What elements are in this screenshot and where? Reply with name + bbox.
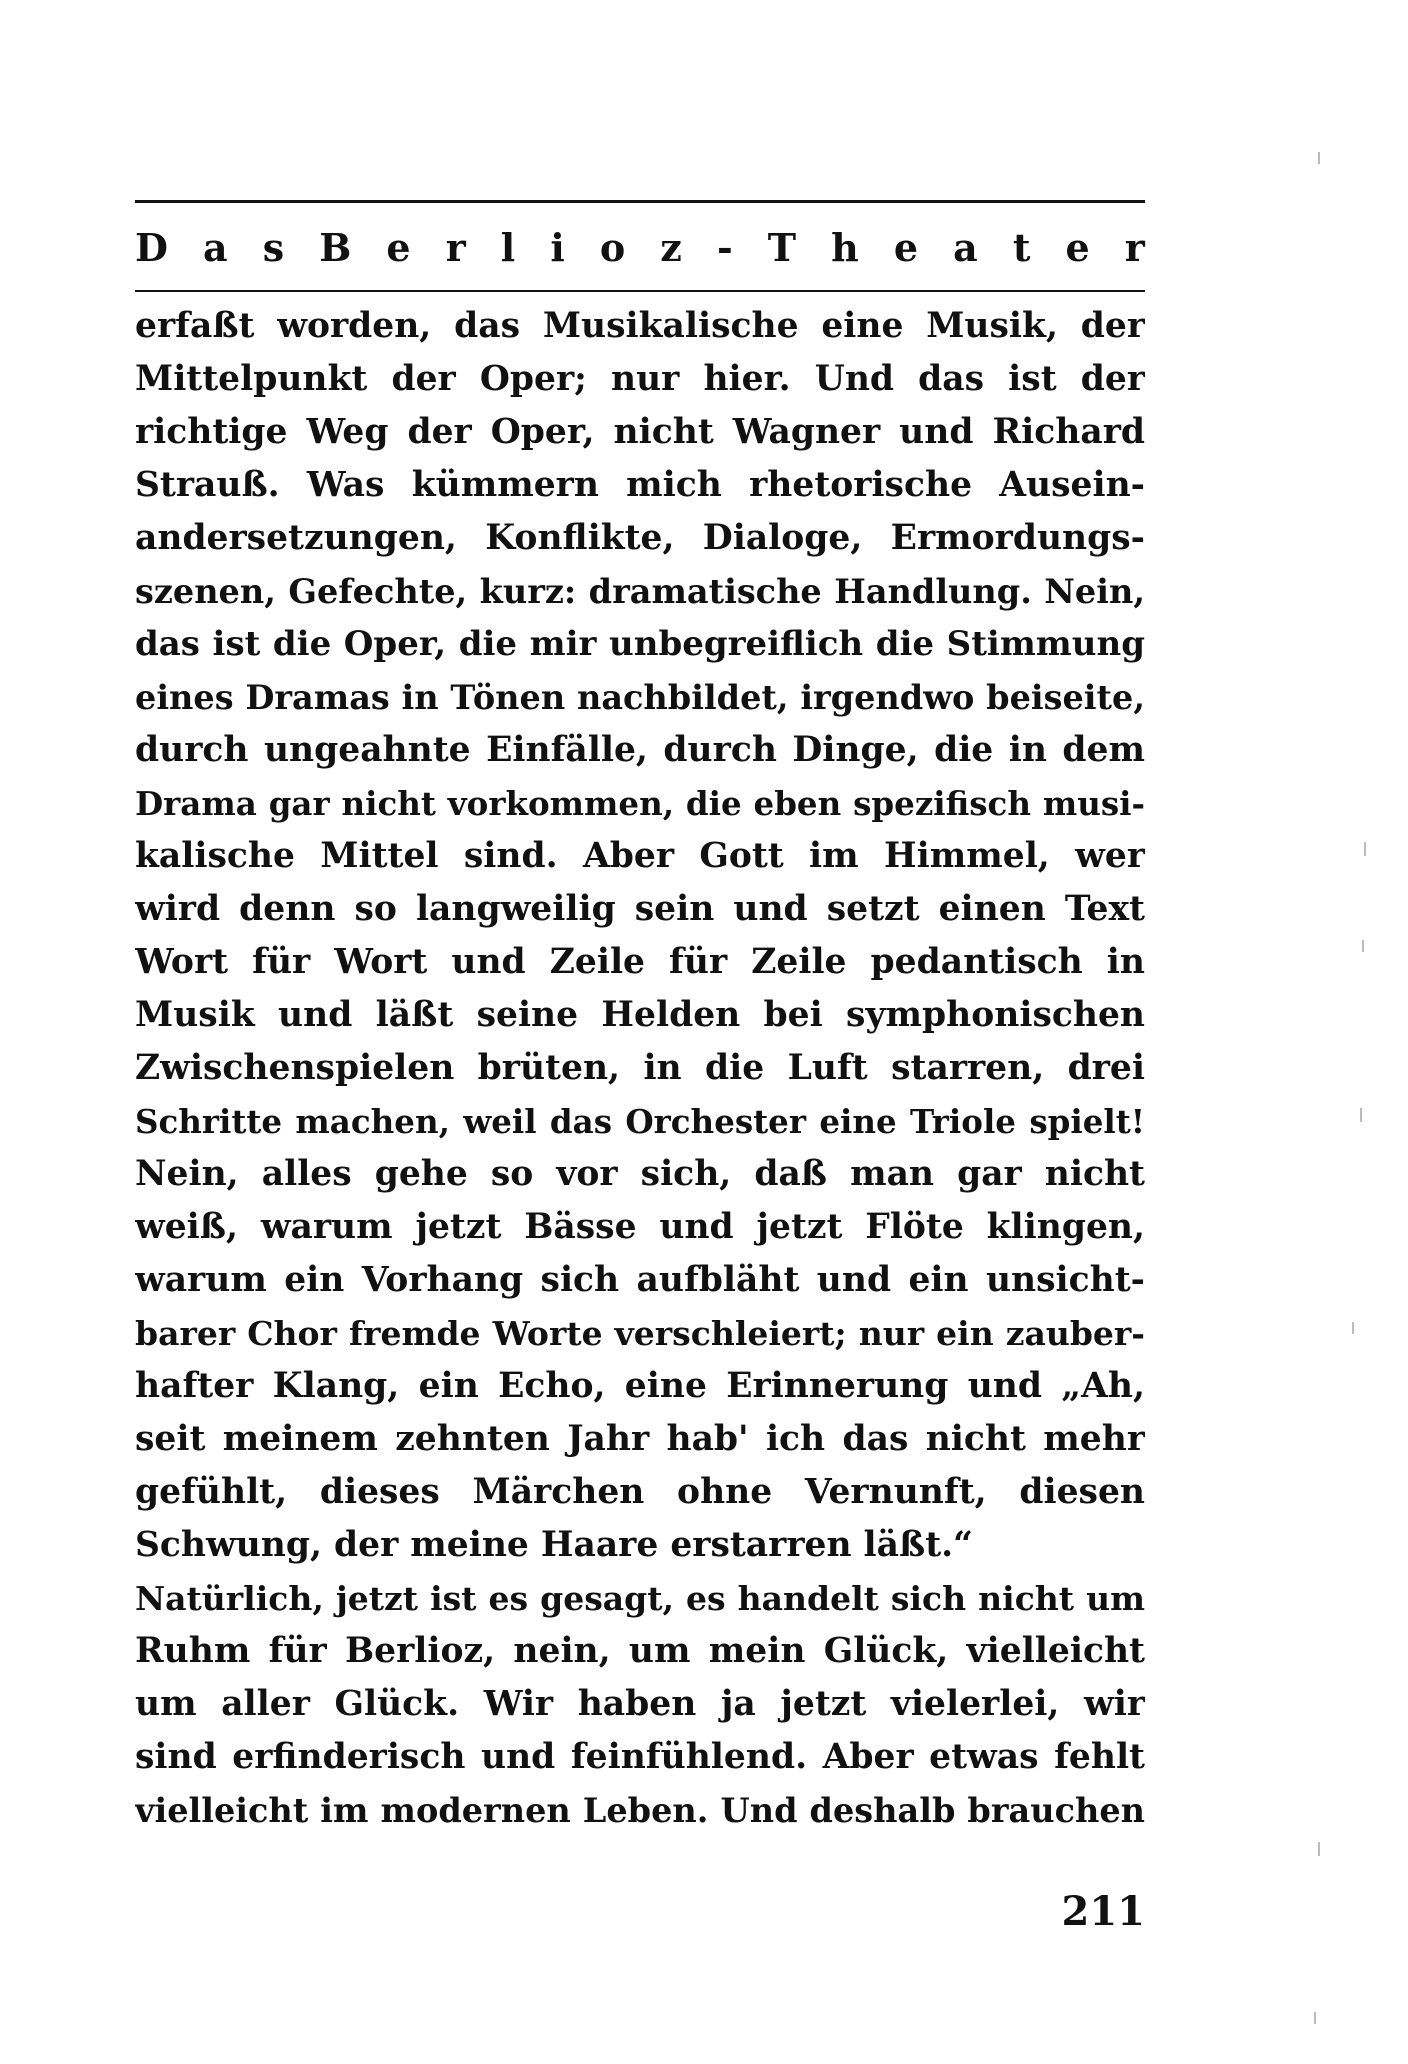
margin-mark — [1314, 2012, 1316, 2024]
text-line: Schwung, der meine Haare erstarren läßt.“ — [135, 1525, 974, 1565]
margin-mark — [1318, 1842, 1320, 1856]
text-line: barer Chor fremde Worte verschleiert; nur ein zauber- — [135, 1314, 1145, 1353]
text-line: durch ungeahnte Einfälle, durch Dinge, die in dem — [135, 730, 1145, 770]
text-line: erfaßt worden, das Musikalische eine Musik, der — [135, 306, 1145, 346]
body-text — [135, 300, 1145, 1837]
text-line: warum ein Vorhang sich aufbläht und ein unsicht- — [135, 1260, 1145, 1300]
text-line: um aller Glück. Wir haben ja jetzt vielerlei, wir — [135, 1684, 1145, 1724]
running-head-letter: o — [599, 224, 626, 270]
text-line: Nein, alles gehe so vor sich, daß man gar nicht — [135, 1154, 1145, 1194]
margin-mark — [1318, 152, 1320, 164]
running-head-letter: a — [953, 224, 978, 270]
running-head-letter: - — [716, 224, 733, 270]
margin-mark — [1352, 1322, 1354, 1334]
text-line: seit meinem zehnten Jahr hab' ich das nicht mehr — [135, 1419, 1145, 1459]
text-line: Strauß. Was kümmern mich rhetorische Ausein- — [135, 465, 1145, 505]
running-head-letter: t — [1012, 224, 1031, 270]
header-rule-bottom — [135, 290, 1145, 292]
running-head-letter: s — [262, 224, 285, 270]
margin-mark — [1360, 1108, 1362, 1122]
text-line: vielleicht im modernen Leben. Und deshalb brauchen — [135, 1791, 1145, 1830]
text-line: Schritte machen, weil das Orchester eine Triole spielt! — [135, 1102, 1145, 1141]
text-line: andersetzungen, Konflikte, Dialoge, Ermordungs- — [135, 518, 1145, 558]
text-line: wird denn so langweilig sein und setzt einen Text — [135, 889, 1145, 929]
text-line: hafter Klang, ein Echo, eine Erinnerung und „Ah, — [135, 1366, 1145, 1406]
running-head-letter: h — [831, 224, 859, 270]
running-head-letter: B — [319, 224, 352, 270]
text-line: das ist die Oper, die mir unbegreiflich die Stimmung — [135, 624, 1145, 664]
text-line: gefühlt, dieses Märchen ohne Vernunft, diesen — [135, 1472, 1145, 1512]
running-head — [135, 212, 1145, 282]
text-line: sind erfinderisch und feinfühlend. Aber etwas fehlt — [135, 1737, 1145, 1777]
margin-mark — [1362, 940, 1364, 952]
running-head-letter: T — [767, 224, 797, 270]
text-line: weiß, warum jetzt Bässe und jetzt Flöte klingen, — [135, 1207, 1145, 1247]
text-line: Musik und läßt seine Helden bei symphonischen — [135, 995, 1145, 1035]
text-line: richtige Weg der Oper, nicht Wagner und Richard — [135, 412, 1145, 452]
running-head-letter: a — [203, 224, 228, 270]
running-head-letter: e — [1065, 224, 1090, 270]
text-line: Wort für Wort und Zeile für Zeile pedantisch in — [135, 942, 1145, 982]
running-head-letter: D — [135, 224, 168, 270]
running-head-letter: e — [386, 224, 411, 270]
running-head-letter: i — [550, 224, 565, 270]
text-line: Natürlich, jetzt ist es gesagt, es handelt sich nicht um — [135, 1579, 1145, 1618]
running-head-letter: r — [445, 224, 466, 270]
running-head-letter: l — [500, 224, 516, 270]
text-line: Ruhm für Berlioz, nein, um mein Glück, vielleicht — [135, 1631, 1145, 1671]
margin-mark — [1364, 842, 1366, 856]
text-line: Zwischenspielen brüten, in die Luft starren, drei — [135, 1048, 1145, 1088]
header-rule-top — [135, 200, 1145, 203]
text-line: Mittelpunkt der Oper; nur hier. Und das ist der — [135, 359, 1145, 399]
running-head-letter: r — [1124, 224, 1145, 270]
running-head-letter: z — [660, 224, 682, 270]
text-line: kalische Mittel sind. Aber Gott im Himmel, wer — [135, 836, 1145, 876]
running-head-letter: e — [893, 224, 919, 270]
text-line: eines Dramas in Tönen nachbildet, irgendwo beiseite, — [135, 678, 1145, 717]
text-line: Drama gar nicht vorkommen, die eben spezifisch musi- — [135, 784, 1145, 823]
text-line: szenen, Gefechte, kurz: dramatische Handlung. Nein, — [135, 572, 1145, 611]
page-number: 211 — [1061, 1888, 1145, 1935]
